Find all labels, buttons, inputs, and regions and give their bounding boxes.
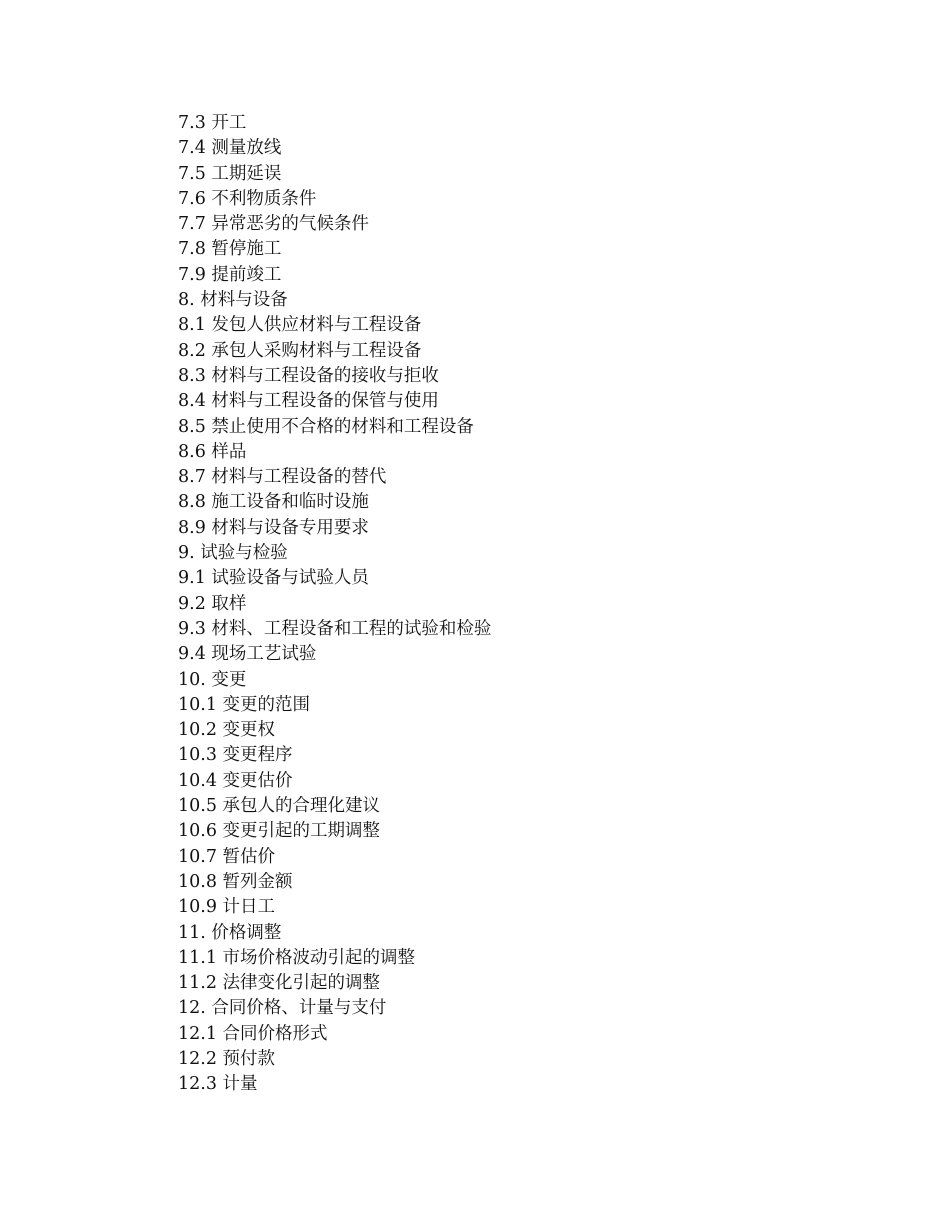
toc-line: 8.5 禁止使用不合格的材料和工程设备 — [178, 416, 474, 437]
toc-line: 8.4 材料与工程设备的保管与使用 — [178, 391, 439, 412]
toc-line: 7.8 暂停施工 — [178, 239, 282, 260]
toc-line: 10.9 计日工 — [178, 897, 276, 918]
toc-line: 9.1 试验设备与试验人员 — [178, 568, 369, 589]
toc-line: 7.7 异常恶劣的气候条件 — [178, 214, 369, 235]
toc-line: 9.3 材料、工程设备和工程的试验和检验 — [178, 618, 492, 639]
toc-line: 10.7 暂估价 — [178, 846, 276, 867]
toc-line: 12.2 预付款 — [178, 1048, 276, 1069]
toc-line: 12.1 合同价格形式 — [178, 1023, 328, 1044]
toc-line: 10.5 承包人的合理化建议 — [178, 796, 381, 817]
toc-line: 8. 材料与设备 — [178, 290, 288, 311]
toc-line: 10.8 暂列金额 — [178, 871, 293, 892]
toc-line: 8.7 材料与工程设备的替代 — [178, 467, 387, 488]
toc-line: 7.4 测量放线 — [178, 138, 282, 159]
toc-line: 11. 价格调整 — [178, 922, 282, 943]
toc-line: 8.9 材料与设备专用要求 — [178, 517, 369, 538]
toc-line: 10. 变更 — [178, 669, 247, 690]
toc-line: 8.8 施工设备和临时设施 — [178, 492, 369, 513]
toc-line: 8.3 材料与工程设备的接收与拒收 — [178, 365, 439, 386]
toc-line: 7.9 提前竣工 — [178, 264, 282, 285]
toc-line: 10.6 变更引起的工期调整 — [178, 821, 381, 842]
toc-line: 7.3 开工 — [178, 113, 247, 133]
toc-line: 9.4 现场工艺试验 — [178, 644, 317, 665]
toc-line: 10.2 变更权 — [178, 720, 276, 741]
toc-line: 11.2 法律变化引起的调整 — [178, 973, 381, 994]
toc-line: 9.2 取样 — [178, 593, 247, 614]
toc-line: 8.2 承包人采购材料与工程设备 — [178, 340, 422, 361]
toc-line: 10.3 变更程序 — [178, 745, 293, 766]
toc-line: 7.5 工期延误 — [178, 163, 282, 184]
toc-line: 7.6 不利物质条件 — [178, 188, 317, 209]
toc-line: 12.3 计量 — [178, 1074, 258, 1095]
toc-line: 12. 合同价格、计量与支付 — [178, 998, 387, 1019]
toc-line: 9. 试验与检验 — [178, 543, 288, 564]
toc-line: 10.4 变更估价 — [178, 770, 293, 791]
table-of-contents — [178, 111, 491, 1098]
toc-line: 8.1 发包人供应材料与工程设备 — [178, 315, 422, 336]
toc-line: 11.1 市场价格波动引起的调整 — [178, 947, 416, 968]
toc-line: 10.1 变更的范围 — [178, 694, 311, 715]
toc-line: 8.6 样品 — [178, 441, 247, 462]
